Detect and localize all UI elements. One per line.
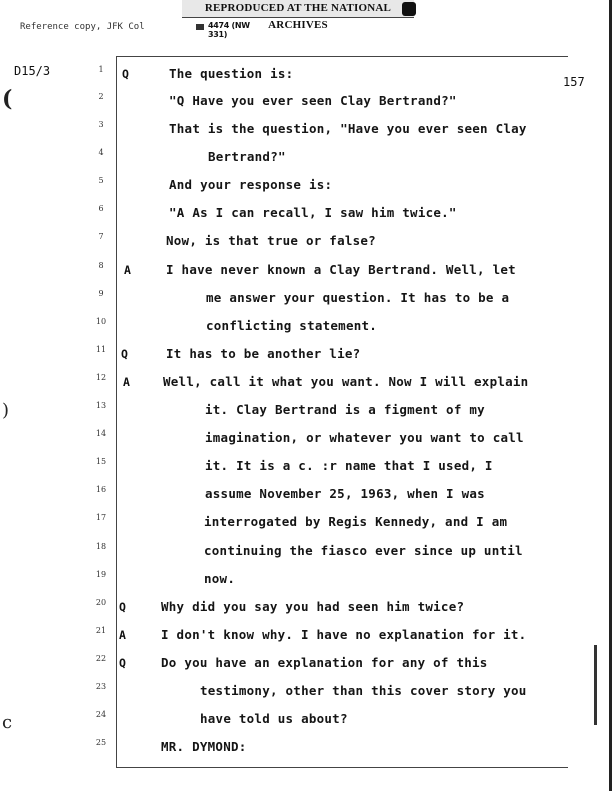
speaker-label: A [124, 263, 131, 277]
line-number: 21 [95, 626, 107, 635]
line-number: 3 [98, 120, 104, 129]
line-number: 13 [95, 401, 107, 410]
transcript-line [0, 63, 612, 81]
transcript-line [0, 736, 612, 754]
transcript-line [0, 427, 612, 445]
line-number: 1 [98, 65, 104, 74]
transcript-line [0, 230, 612, 248]
line-number: 7 [98, 232, 104, 241]
scan-edge-mark [594, 645, 597, 725]
line-number: 11 [95, 345, 107, 354]
line-number: 24 [95, 710, 107, 719]
transcript-text: now. [204, 571, 236, 586]
transcript-text: testimony, other than this cover story you [200, 683, 527, 698]
speaker-label: Q [122, 67, 129, 81]
page-number: 157 [563, 75, 585, 89]
punch-hole-icon: ) [2, 400, 10, 421]
line-number: 15 [95, 457, 107, 466]
transcript-line [0, 483, 612, 501]
transcript-text: continuing the fiasco ever since up until [204, 543, 523, 558]
transcript-text: Why did you say you had seen him twice? [161, 599, 465, 614]
speaker-label: Q [121, 347, 128, 361]
line-number: 20 [95, 598, 107, 607]
transcript-text: I have never known a Clay Bertrand. Well, let [166, 262, 516, 277]
archives-banner-text: REPRODUCED AT THE NATIONAL ARCHIVES [204, 2, 392, 31]
transcript-line [0, 146, 612, 164]
transcript-line [0, 624, 612, 642]
transcript-line [0, 118, 612, 136]
line-number: 12 [95, 373, 107, 382]
speaker-label: Q [119, 600, 126, 614]
transcript-text: "Q Have you ever seen Clay Bertrand?" [169, 93, 457, 108]
transcript-line [0, 568, 612, 586]
reference-copy-note: Reference copy, JFK Col [20, 22, 145, 32]
transcript-text: me answer your question. It has to be a [206, 290, 510, 305]
line-number: 8 [98, 261, 104, 270]
speaker-label: A [119, 628, 126, 642]
transcript-line [0, 343, 612, 361]
transcript-line [0, 287, 612, 305]
banner-smudge [402, 2, 416, 16]
transcript-text: Do you have an explanation for any of this [161, 655, 488, 670]
stamp-blot [196, 24, 204, 30]
line-number: 2 [98, 92, 104, 101]
line-number: 18 [95, 542, 107, 551]
transcript-text: conflicting statement. [206, 318, 378, 333]
archive-stamp: 4474 (NW 331) [208, 21, 250, 39]
transcript-line [0, 259, 612, 277]
binding-mark-icon: ( [2, 86, 13, 112]
transcript-line [0, 540, 612, 558]
line-number: 5 [98, 176, 104, 185]
transcript-text: MR. DYMOND: [161, 739, 247, 754]
line-number: 6 [98, 204, 104, 213]
transcript-text: The question is: [169, 66, 294, 81]
line-number: 14 [95, 429, 107, 438]
line-number: 17 [95, 513, 107, 522]
transcript-line [0, 652, 612, 670]
transcript-text: have told us about? [200, 711, 348, 726]
transcript-text: That is the question, "Have you ever seen Clay [169, 121, 527, 136]
transcript-line [0, 455, 612, 473]
document-code: D15/3 [14, 64, 51, 78]
transcript-line [0, 315, 612, 333]
transcript-line [0, 708, 612, 726]
transcript-text: Now, is that true or false? [166, 233, 376, 248]
transcript-line [0, 680, 612, 698]
line-number: 9 [98, 289, 104, 298]
transcript-line [0, 511, 612, 529]
transcript-line [0, 90, 612, 108]
transcript-text: imagination, or whatever you want to call [205, 430, 524, 445]
transcript-text: And your response is: [169, 177, 333, 192]
transcript-text: Well, call it what you want. Now I will explain [163, 374, 529, 389]
line-number: 23 [95, 682, 107, 691]
transcript-line [0, 202, 612, 220]
line-number: 10 [95, 317, 107, 326]
speaker-label: Q [119, 656, 126, 670]
transcript-line [0, 174, 612, 192]
transcript-text: it. Clay Bertrand is a figment of my [205, 402, 485, 417]
transcript-text: It has to be another lie? [166, 346, 361, 361]
line-number: 22 [95, 654, 107, 663]
line-number: 16 [95, 485, 107, 494]
transcript-text: Bertrand?" [208, 149, 286, 164]
line-number: 19 [95, 570, 107, 579]
transcript-text: assume November 25, 1963, when I was [205, 486, 485, 501]
transcript-line [0, 399, 612, 417]
binding-mark-bottom-icon: c [2, 712, 13, 733]
transcript-line [0, 596, 612, 614]
transcript-text: it. It is a c. :r name that I used, I [205, 458, 493, 473]
transcript-text: interrogated by Regis Kennedy, and I am [204, 514, 508, 529]
transcript-line [0, 371, 612, 389]
line-number: 25 [95, 738, 107, 747]
line-number: 4 [98, 148, 104, 157]
transcript-text: I don't know why. I have no explanation for it. [161, 627, 527, 642]
speaker-label: A [123, 375, 130, 389]
transcript-text: "A As I can recall, I saw him twice." [169, 205, 457, 220]
